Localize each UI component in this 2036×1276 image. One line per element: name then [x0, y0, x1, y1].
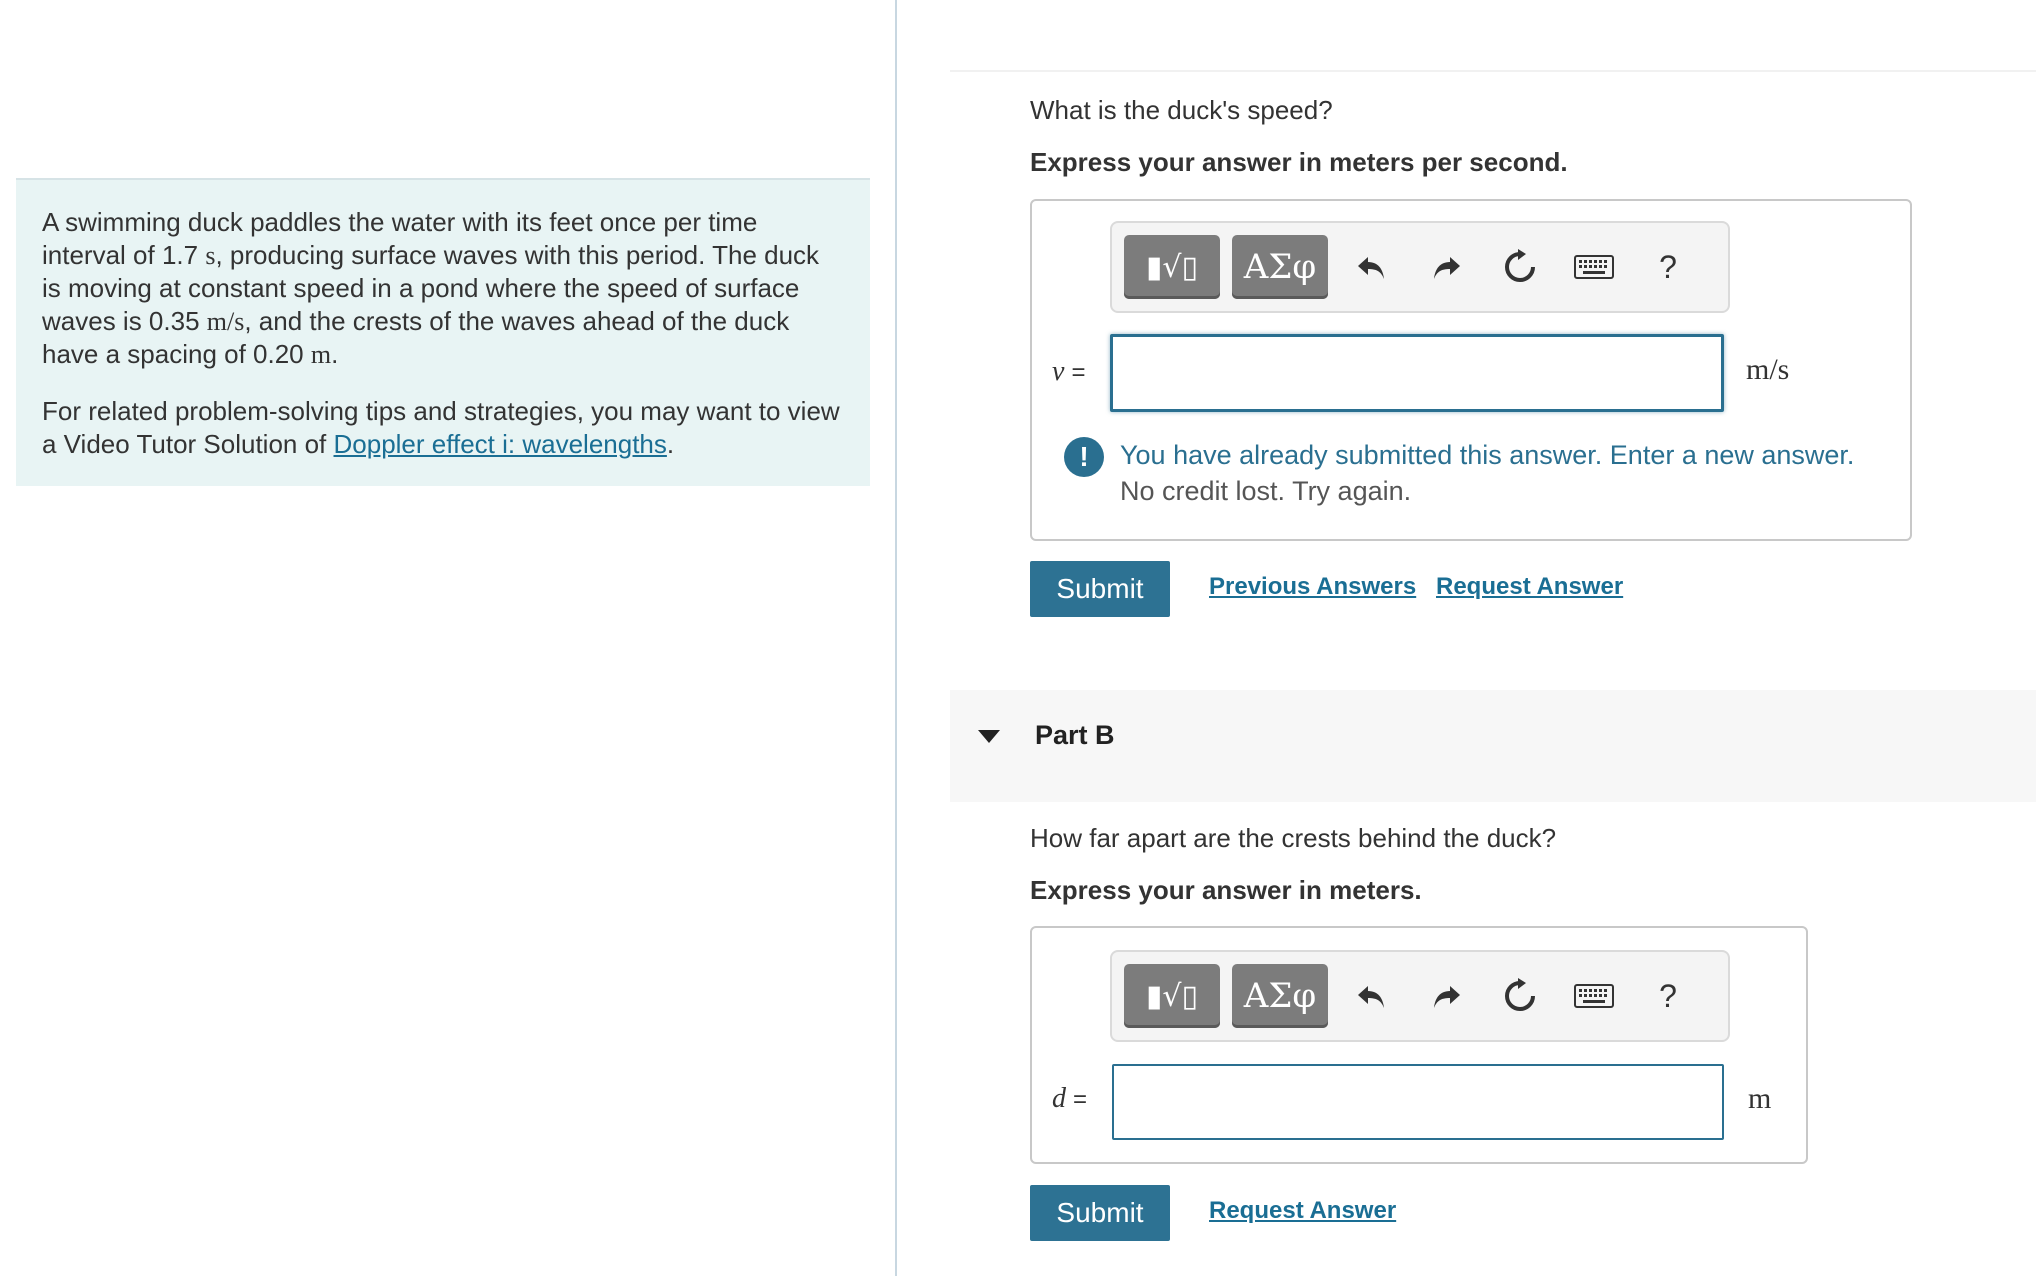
help-button[interactable]: ?	[1659, 248, 1677, 285]
part-b-math-toolbar	[1110, 950, 1730, 1042]
part-b-title: Part B	[1035, 720, 1115, 750]
part-b-variable-label: d =	[1052, 1083, 1088, 1114]
redo-icon[interactable]	[1422, 972, 1470, 1020]
part-b-submit-button[interactable]: Submit	[1030, 1185, 1170, 1241]
templates-button[interactable]: ▮√▯	[1124, 964, 1220, 1028]
keyboard-icon[interactable]	[1570, 243, 1618, 291]
part-b-request-answer-link[interactable]: Request Answer	[1209, 1197, 1397, 1224]
section-divider	[950, 70, 2036, 72]
part-b-answer-input[interactable]	[1112, 1064, 1724, 1140]
redo-icon[interactable]	[1422, 243, 1470, 291]
part-a-math-toolbar	[1110, 221, 1730, 313]
problem-statement	[16, 178, 870, 486]
part-a-unit: m/s	[1746, 353, 1790, 386]
problem-paragraph-2: For related problem-solving tips and strategies, you may want to view a Video Tutor Solution of Doppler effect i: wavelengths.	[42, 396, 840, 459]
panel-divider	[895, 0, 897, 1276]
previous-answers-link[interactable]: Previous Answers	[1209, 573, 1417, 600]
part-a-warning-sub: No credit lost. Try again.	[1120, 476, 1412, 506]
part-a-warning: You have already submitted this answer. Enter a new answer.	[1120, 440, 1855, 470]
warning-icon: !	[1064, 437, 1104, 477]
part-a-request-answer-link[interactable]: Request Answer	[1436, 573, 1624, 600]
video-tutor-link[interactable]: Doppler effect i: wavelengths	[333, 429, 667, 459]
part-b-question: How far apart are the crests behind the duck?	[1030, 823, 1557, 853]
undo-icon[interactable]	[1348, 243, 1396, 291]
part-a-instruction: Express your answer in meters per second.	[1030, 147, 1568, 177]
part-b-header[interactable]	[950, 690, 2036, 802]
part-b-answer-box	[1030, 926, 1808, 1164]
part-a-variable-label: v =	[1052, 356, 1086, 387]
collapse-caret-icon[interactable]	[978, 730, 1000, 743]
greek-symbols-button[interactable]: ΑΣφ	[1232, 964, 1328, 1028]
part-a-answer-box	[1030, 199, 1912, 541]
reset-icon[interactable]	[1496, 972, 1544, 1020]
part-a-question: What is the duck's speed?	[1030, 95, 1333, 125]
templates-button[interactable]: ▮√▯	[1124, 235, 1220, 299]
keyboard-icon[interactable]	[1570, 972, 1618, 1020]
greek-symbols-button[interactable]: ΑΣφ	[1232, 235, 1328, 299]
part-a-answer-input[interactable]	[1110, 334, 1724, 412]
reset-icon[interactable]	[1496, 243, 1544, 291]
part-b-instruction: Express your answer in meters.	[1030, 875, 1422, 905]
help-button[interactable]: ?	[1659, 977, 1677, 1014]
part-b-unit: m	[1748, 1082, 1772, 1115]
part-a-submit-button[interactable]: Submit	[1030, 561, 1170, 617]
problem-paragraph-1: A swimming duck paddles the water with its feet once per time interval of 1.7 s, producing surface waves with this period. The duck is moving at constant speed in a pond where the speed of surface waves is 0.35 m/s, and the crests of the waves ahead of the duck have a spacing of 0.20 m.	[42, 207, 820, 369]
undo-icon[interactable]	[1348, 972, 1396, 1020]
